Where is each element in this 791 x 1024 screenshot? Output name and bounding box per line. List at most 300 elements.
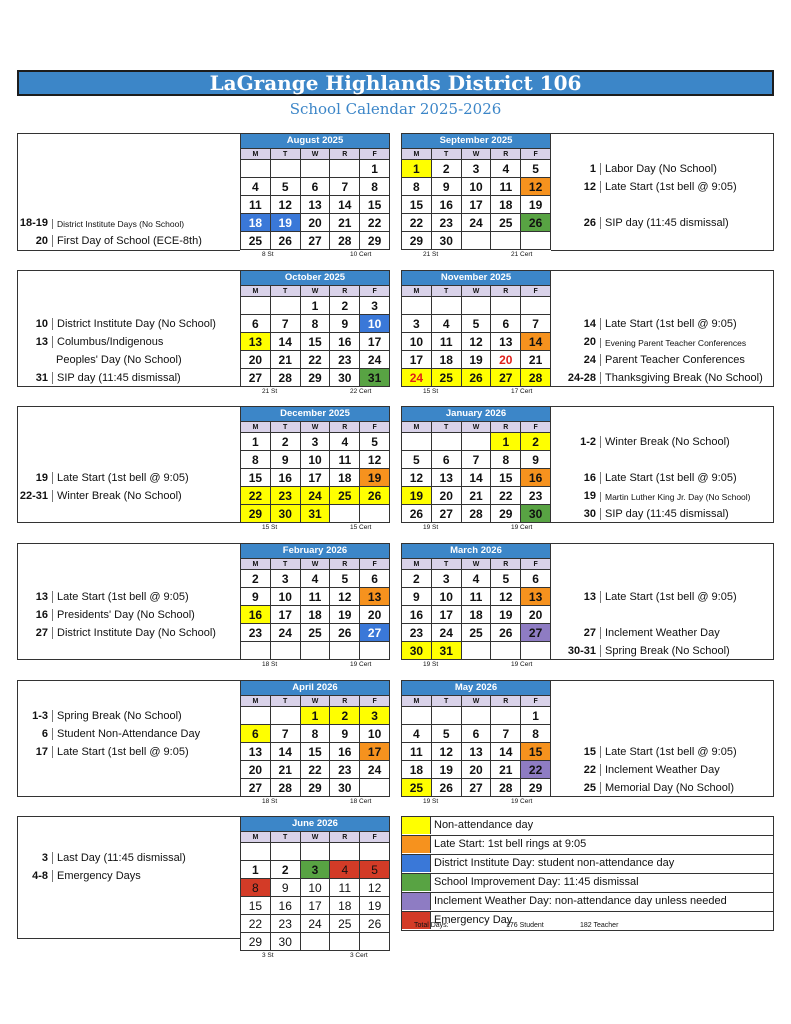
weekday-header: M <box>402 559 432 570</box>
day-cell: 5 <box>461 315 491 333</box>
day-cell: 2 <box>330 297 360 315</box>
event-label: Evening Parent Teacher Conferences <box>600 338 746 348</box>
day-cell: 11 <box>402 743 432 761</box>
day-cell: 27 <box>360 624 390 642</box>
event-date: 16 <box>583 472 596 484</box>
week-row <box>402 315 551 333</box>
event-date: 16 <box>35 609 48 621</box>
day-cell <box>270 160 300 178</box>
day-cell: 26 <box>402 505 432 523</box>
student-days-count: 8 St <box>262 251 274 258</box>
day-cell <box>330 642 360 660</box>
day-cell <box>402 707 432 725</box>
weekday-header: R <box>330 422 360 433</box>
legend-label: Emergency Day <box>434 914 513 926</box>
week-row <box>241 915 390 933</box>
day-cell: 10 <box>431 588 461 606</box>
calendar-block <box>17 680 774 817</box>
day-cell: 26 <box>360 915 390 933</box>
teacher-days-count: 17 Cert <box>511 388 533 395</box>
day-cell: 12 <box>491 588 521 606</box>
day-cell <box>461 707 491 725</box>
weekday-header: T <box>431 149 461 160</box>
month-calendar <box>240 543 390 670</box>
day-cell: 6 <box>521 570 551 588</box>
day-cell: 3 <box>431 570 461 588</box>
event-date: 1-2 <box>580 436 596 448</box>
day-cell: 16 <box>241 606 271 624</box>
month-calendar <box>240 680 390 807</box>
day-cell: 24 <box>300 487 330 505</box>
month-day-counts <box>401 250 551 260</box>
event-date: 1 <box>589 163 596 175</box>
day-cell: 19 <box>270 214 300 232</box>
day-cell: 27 <box>241 369 271 387</box>
day-cell: 4 <box>402 725 432 743</box>
day-cell: 18 <box>491 196 521 214</box>
day-cell: 29 <box>491 505 521 523</box>
day-cell: 28 <box>270 369 300 387</box>
legend-item <box>401 892 774 911</box>
event-label: Parent Teacher Conferences <box>600 354 745 366</box>
weekday-header: M <box>402 149 432 160</box>
day-cell: 13 <box>300 196 330 214</box>
event-date: 22 <box>583 764 596 776</box>
week-row <box>241 779 390 797</box>
week-row <box>402 196 551 214</box>
month-calendar <box>240 816 390 961</box>
event-label: Late Start (1st bell @ 9:05) <box>52 591 189 603</box>
day-cell: 16 <box>270 897 300 915</box>
event-label: Emergency Days <box>52 870 141 882</box>
event-label: Late Start (1st bell @ 9:05) <box>600 591 737 603</box>
day-cell: 10 <box>402 333 432 351</box>
week-row <box>241 315 390 333</box>
day-cell: 2 <box>431 160 461 178</box>
day-cell: 17 <box>300 897 330 915</box>
event-date: 17 <box>35 746 48 758</box>
teacher-days-count: 19 Cert <box>350 661 372 668</box>
day-cell: 1 <box>241 861 271 879</box>
day-cell: 29 <box>241 933 271 951</box>
weekday-header: R <box>491 422 521 433</box>
day-cell: 3 <box>300 433 330 451</box>
week-row <box>241 606 390 624</box>
day-cell: 16 <box>330 333 360 351</box>
legend-label: District Institute Day: student non-attendance day <box>434 857 675 869</box>
month-title: January 2026 <box>401 406 551 421</box>
week-row <box>402 469 551 487</box>
month-day-counts <box>240 660 390 670</box>
day-cell: 9 <box>521 451 551 469</box>
event-date: 31 <box>35 372 48 384</box>
month-day-counts <box>240 250 390 260</box>
day-cell: 14 <box>330 196 360 214</box>
day-cell: 3 <box>360 707 390 725</box>
month-calendar <box>240 270 390 397</box>
day-cell <box>360 933 390 951</box>
day-cell: 11 <box>330 879 360 897</box>
week-row <box>241 505 390 523</box>
weekday-header: R <box>491 149 521 160</box>
day-cell: 25 <box>330 915 360 933</box>
day-cell <box>241 843 271 861</box>
day-cell: 23 <box>521 487 551 505</box>
day-cell: 24 <box>461 214 491 232</box>
event-date: 24-28 <box>567 372 596 384</box>
day-cell: 18 <box>402 761 432 779</box>
student-days-count: 15 St <box>423 388 439 395</box>
day-cell: 13 <box>241 333 271 351</box>
day-cell: 5 <box>521 160 551 178</box>
day-cell: 26 <box>521 214 551 232</box>
teacher-days-count: 15 Cert <box>350 524 372 531</box>
day-cell: 15 <box>300 333 330 351</box>
day-cell: 22 <box>300 761 330 779</box>
event-label: Student Non-Attendance Day <box>52 728 200 740</box>
right-events-panel <box>551 680 774 797</box>
weekday-header: F <box>360 149 390 160</box>
left-events-panel <box>17 406 240 523</box>
day-cell <box>270 843 300 861</box>
legend-label: School Improvement Day: 11:45 dismissal <box>434 876 639 888</box>
day-cell: 22 <box>300 351 330 369</box>
teacher-days-count: 19 Cert <box>511 661 533 668</box>
week-row <box>402 451 551 469</box>
day-cell <box>330 843 360 861</box>
day-cell: 12 <box>431 743 461 761</box>
day-cell: 19 <box>461 351 491 369</box>
event-date: 13 <box>35 336 48 348</box>
student-days-count: 19 St <box>423 524 439 531</box>
week-row <box>241 160 390 178</box>
day-cell: 20 <box>461 761 491 779</box>
month-title: March 2026 <box>401 543 551 558</box>
teacher-days-count: 18 Cert <box>350 798 372 805</box>
legend-swatch <box>402 817 431 834</box>
day-cell: 13 <box>521 588 551 606</box>
legend-item <box>401 854 774 873</box>
day-cell: 18 <box>461 606 491 624</box>
day-cell: 31 <box>431 642 461 660</box>
day-cell: 15 <box>521 743 551 761</box>
day-cell: 28 <box>461 505 491 523</box>
legend-label: Non-attendance day <box>434 819 534 831</box>
month-title: August 2025 <box>240 133 390 148</box>
day-cell: 23 <box>402 624 432 642</box>
day-cell: 23 <box>270 487 300 505</box>
day-cell: 14 <box>491 743 521 761</box>
day-cell: 1 <box>300 707 330 725</box>
event-date: 24 <box>583 354 596 366</box>
day-cell: 29 <box>360 232 390 250</box>
month-calendar <box>401 133 551 260</box>
weekday-header: W <box>300 832 330 843</box>
weekday-header: W <box>461 559 491 570</box>
weekday-header: F <box>360 832 390 843</box>
event-date: 6 <box>41 728 48 740</box>
day-cell: 20 <box>241 761 271 779</box>
weekday-header: W <box>300 286 330 297</box>
event-label: Late Start (1st bell @ 9:05) <box>52 746 189 758</box>
day-cell: 12 <box>360 451 390 469</box>
total-days <box>414 922 619 929</box>
event-date: 19 <box>583 490 596 502</box>
day-cell <box>330 160 360 178</box>
day-cell: 14 <box>461 469 491 487</box>
day-cell: 17 <box>431 606 461 624</box>
weekday-header: M <box>241 832 271 843</box>
weekday-header: R <box>330 832 360 843</box>
event-label: Last Day (11:45 dismissal) <box>52 852 186 864</box>
month-calendar <box>240 133 390 260</box>
day-cell: 6 <box>431 451 461 469</box>
weekday-header: T <box>431 422 461 433</box>
weekday-header: M <box>241 422 271 433</box>
day-cell: 11 <box>491 178 521 196</box>
week-row <box>402 232 551 250</box>
day-cell: 15 <box>300 743 330 761</box>
day-cell: 11 <box>461 588 491 606</box>
weekday-header: R <box>330 286 360 297</box>
weekday-header: W <box>300 422 330 433</box>
day-cell: 18 <box>330 469 360 487</box>
day-cell: 9 <box>270 879 300 897</box>
week-row <box>402 160 551 178</box>
weekday-header: W <box>461 696 491 707</box>
weekday-header: W <box>461 286 491 297</box>
week-row <box>241 843 390 861</box>
day-cell: 21 <box>521 351 551 369</box>
month-day-counts <box>401 387 551 397</box>
day-cell: 13 <box>431 469 461 487</box>
event-label: Peoples' Day (No School) <box>56 354 182 366</box>
day-cell: 1 <box>300 297 330 315</box>
day-cell: 1 <box>402 160 432 178</box>
month-calendar <box>401 680 551 807</box>
legend-label: Late Start: 1st bell rings at 9:05 <box>434 838 587 850</box>
legend-item <box>401 873 774 892</box>
event-label: Winter Break (No School) <box>600 436 730 448</box>
day-cell: 1 <box>491 433 521 451</box>
weekday-header: R <box>330 149 360 160</box>
weekday-header: T <box>270 559 300 570</box>
day-cell <box>521 297 551 315</box>
day-cell: 8 <box>241 451 271 469</box>
day-cell: 21 <box>491 761 521 779</box>
day-cell: 17 <box>360 743 390 761</box>
day-cell: 7 <box>491 725 521 743</box>
day-cell: 14 <box>270 333 300 351</box>
event-date: 20 <box>35 235 48 247</box>
legend-swatch <box>402 874 431 891</box>
day-cell: 12 <box>330 588 360 606</box>
day-cell: 8 <box>360 178 390 196</box>
day-cell: 27 <box>241 779 271 797</box>
weekday-header: T <box>270 422 300 433</box>
day-cell: 28 <box>270 779 300 797</box>
day-cell <box>241 707 271 725</box>
day-cell: 5 <box>360 433 390 451</box>
day-cell: 23 <box>270 915 300 933</box>
day-cell: 8 <box>300 315 330 333</box>
day-cell: 6 <box>461 725 491 743</box>
weekday-header: T <box>431 559 461 570</box>
event-date: 18-19 <box>19 217 48 229</box>
day-cell: 18 <box>300 606 330 624</box>
day-cell: 19 <box>360 469 390 487</box>
weekday-header: M <box>241 696 271 707</box>
event-label: Labor Day (No School) <box>600 163 717 175</box>
week-row <box>402 642 551 660</box>
day-cell <box>241 160 271 178</box>
weekday-header: T <box>431 286 461 297</box>
week-row <box>402 351 551 369</box>
day-cell: 7 <box>330 178 360 196</box>
day-cell: 2 <box>270 861 300 879</box>
day-cell <box>330 505 360 523</box>
student-days-count: 19 St <box>423 661 439 668</box>
day-cell <box>330 933 360 951</box>
event-label: SIP day (11:45 dismissal) <box>600 217 729 229</box>
day-cell: 26 <box>330 624 360 642</box>
day-cell: 13 <box>241 743 271 761</box>
week-row <box>402 707 551 725</box>
event-date: 15 <box>583 746 596 758</box>
weekday-header: T <box>270 832 300 843</box>
weekday-header: T <box>270 149 300 160</box>
month-grid <box>240 831 390 951</box>
right-events-panel <box>551 406 774 523</box>
legend-label: Inclement Weather Day: non-attendance day unless needed <box>434 895 727 907</box>
day-cell: 10 <box>300 451 330 469</box>
day-cell: 5 <box>270 178 300 196</box>
day-cell: 30 <box>270 505 300 523</box>
day-cell <box>300 843 330 861</box>
month-title: February 2026 <box>240 543 390 558</box>
day-cell: 24 <box>300 915 330 933</box>
total-days-label: Total Days: <box>414 922 449 929</box>
day-cell: 15 <box>241 469 271 487</box>
day-cell <box>491 297 521 315</box>
week-row <box>241 333 390 351</box>
week-row <box>241 232 390 250</box>
day-cell: 27 <box>300 232 330 250</box>
day-cell: 2 <box>241 570 271 588</box>
day-cell: 21 <box>461 487 491 505</box>
event-label: Spring Break (No School) <box>52 710 182 722</box>
day-cell: 2 <box>270 433 300 451</box>
week-row <box>241 369 390 387</box>
day-cell: 10 <box>360 315 390 333</box>
day-cell <box>360 779 390 797</box>
day-cell: 16 <box>402 606 432 624</box>
teacher-days-count: 22 Cert <box>350 388 372 395</box>
event-label: Late Start (1st bell @ 9:05) <box>52 472 189 484</box>
day-cell <box>491 232 521 250</box>
left-events-panel <box>17 680 240 797</box>
day-cell <box>300 933 330 951</box>
day-cell: 28 <box>330 232 360 250</box>
day-cell <box>300 160 330 178</box>
left-events-panel <box>17 133 240 251</box>
month-grid <box>401 421 551 523</box>
teacher-days-count: 21 Cert <box>511 251 533 258</box>
week-row <box>241 196 390 214</box>
day-cell: 19 <box>402 487 432 505</box>
day-cell: 29 <box>300 779 330 797</box>
day-cell: 12 <box>360 879 390 897</box>
day-cell: 14 <box>270 743 300 761</box>
day-cell: 9 <box>431 178 461 196</box>
day-cell: 16 <box>270 469 300 487</box>
event-date: 26 <box>583 217 596 229</box>
day-cell: 12 <box>270 196 300 214</box>
weekday-header: M <box>402 422 432 433</box>
day-cell: 25 <box>491 214 521 232</box>
day-cell: 26 <box>270 232 300 250</box>
day-cell: 7 <box>270 725 300 743</box>
event-label: SIP day (11:45 dismissal) <box>52 372 181 384</box>
day-cell: 30 <box>330 369 360 387</box>
event-date: 22-31 <box>19 490 48 502</box>
day-cell: 8 <box>402 178 432 196</box>
right-events-panel <box>551 270 774 387</box>
month-day-counts <box>401 797 551 807</box>
day-cell: 25 <box>461 624 491 642</box>
month-day-counts <box>240 951 390 961</box>
day-cell <box>431 433 461 451</box>
month-grid <box>240 695 390 797</box>
month-title: September 2025 <box>401 133 551 148</box>
day-cell: 20 <box>300 214 330 232</box>
day-cell <box>491 642 521 660</box>
weekday-header: R <box>491 696 521 707</box>
month-day-counts <box>401 523 551 533</box>
day-cell: 4 <box>330 433 360 451</box>
week-row <box>241 214 390 232</box>
day-cell: 6 <box>491 315 521 333</box>
event-label: District Institute Days (No School) <box>52 219 184 229</box>
day-cell: 15 <box>491 469 521 487</box>
day-cell: 10 <box>300 879 330 897</box>
day-cell: 10 <box>360 725 390 743</box>
weekday-header: M <box>402 696 432 707</box>
week-row <box>241 487 390 505</box>
day-cell: 6 <box>241 315 271 333</box>
calendar-block <box>17 406 774 543</box>
month-grid <box>240 148 390 250</box>
event-label: SIP day (11:45 dismissal) <box>600 508 729 520</box>
day-cell: 30 <box>521 505 551 523</box>
day-cell <box>461 232 491 250</box>
day-cell <box>521 232 551 250</box>
event-date: 30 <box>583 508 596 520</box>
month-grid <box>401 285 551 387</box>
day-cell <box>241 297 271 315</box>
week-row <box>241 707 390 725</box>
weekday-header: W <box>461 422 491 433</box>
day-cell: 3 <box>461 160 491 178</box>
month-grid <box>240 558 390 660</box>
day-cell: 5 <box>402 451 432 469</box>
day-cell: 12 <box>521 178 551 196</box>
day-cell: 18 <box>241 214 271 232</box>
month-grid <box>240 421 390 523</box>
day-cell: 24 <box>270 624 300 642</box>
day-cell: 3 <box>270 570 300 588</box>
week-row <box>402 178 551 196</box>
